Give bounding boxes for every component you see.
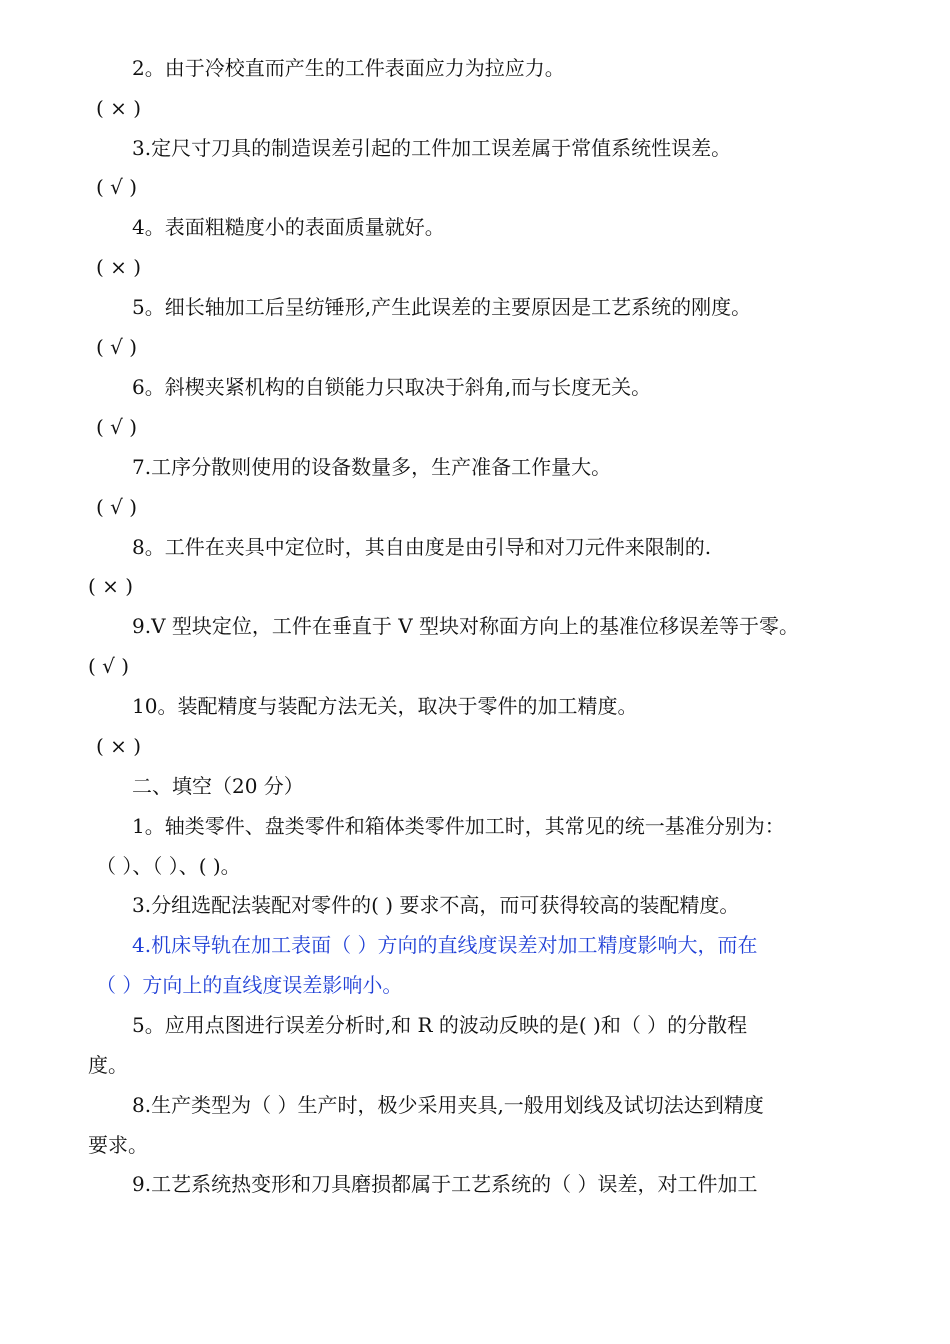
fill-question-8-cont: 要求。 [88,1133,148,1157]
fill-question-5-cont: 度。 [88,1053,128,1077]
fill-question-4: 4.机床导轨在加工表面（ ）方向的直线度误差对加工精度影响大，而在 [132,933,758,957]
question-5-tf: 5。细长轴加工后呈纺锤形,产生此误差的主要原因是工艺系统的刚度。 [132,295,752,319]
question-8-tf: 8。工件在夹具中定位时，其自由度是由引导和对刀元件来限制的. [132,535,712,559]
question-7-tf: 7.工序分散则使用的设备数量多，生产准备工作量大。 [132,455,612,479]
fill-question-4-cont: （ ）方向上的直线度误差影响小。 [96,973,403,997]
question-9-tf: 9.V 型块定位，工件在垂直于 V 型块对称面方向上的基准位移误差等于零。 [132,614,800,638]
fill-question-5: 5。应用点图进行误差分析时,和 R 的波动反映的是( )和（ ）的分散程 [132,1013,748,1037]
answer-3: ( √ ) [96,175,138,199]
answer-8: ( × ) [88,574,134,598]
answer-9: ( √ ) [88,654,130,678]
fill-question-8: 8.生产类型为（ ）生产时，极少采用夹具,一般用划线及试切法达到精度 [132,1093,764,1117]
fill-question-1-blanks: （ ）、（ ）、( )。 [96,854,241,878]
question-6-tf: 6。斜楔夹紧机构的自锁能力只取决于斜角,而与长度无关。 [132,375,652,399]
fill-question-1: 1。轴类零件、盘类零件和箱体类零件加工时，其常见的统一基准分别为： [132,814,785,838]
answer-4: ( × ) [96,255,142,279]
question-10-tf: 10。装配精度与装配方法无关，取决于零件的加工精度。 [132,694,638,718]
answer-6: ( √ ) [96,415,138,439]
answer-2: ( × ) [96,96,142,120]
fill-question-3: 3.分组选配法装配对零件的( ) 要求不高，而可获得较高的装配精度。 [132,893,740,917]
answer-7: ( √ ) [96,495,138,519]
question-3-tf: 3.定尺寸刀具的制造误差引起的工件加工误差属于常值系统性误差。 [132,136,732,160]
fill-question-9: 9.工艺系统热变形和刀具磨损都属于工艺系统的（ ）误差，对工件加工 [132,1172,758,1196]
question-4-tf: 4。表面粗糙度小的表面质量就好。 [132,215,445,239]
answer-10: ( × ) [96,734,142,758]
answer-5: ( √ ) [96,335,138,359]
question-2-tf: 2。由于冷校直而产生的工件表面应力为拉应力。 [132,56,565,80]
section-heading-fill-in: 二、填空（20 分） [132,774,304,798]
